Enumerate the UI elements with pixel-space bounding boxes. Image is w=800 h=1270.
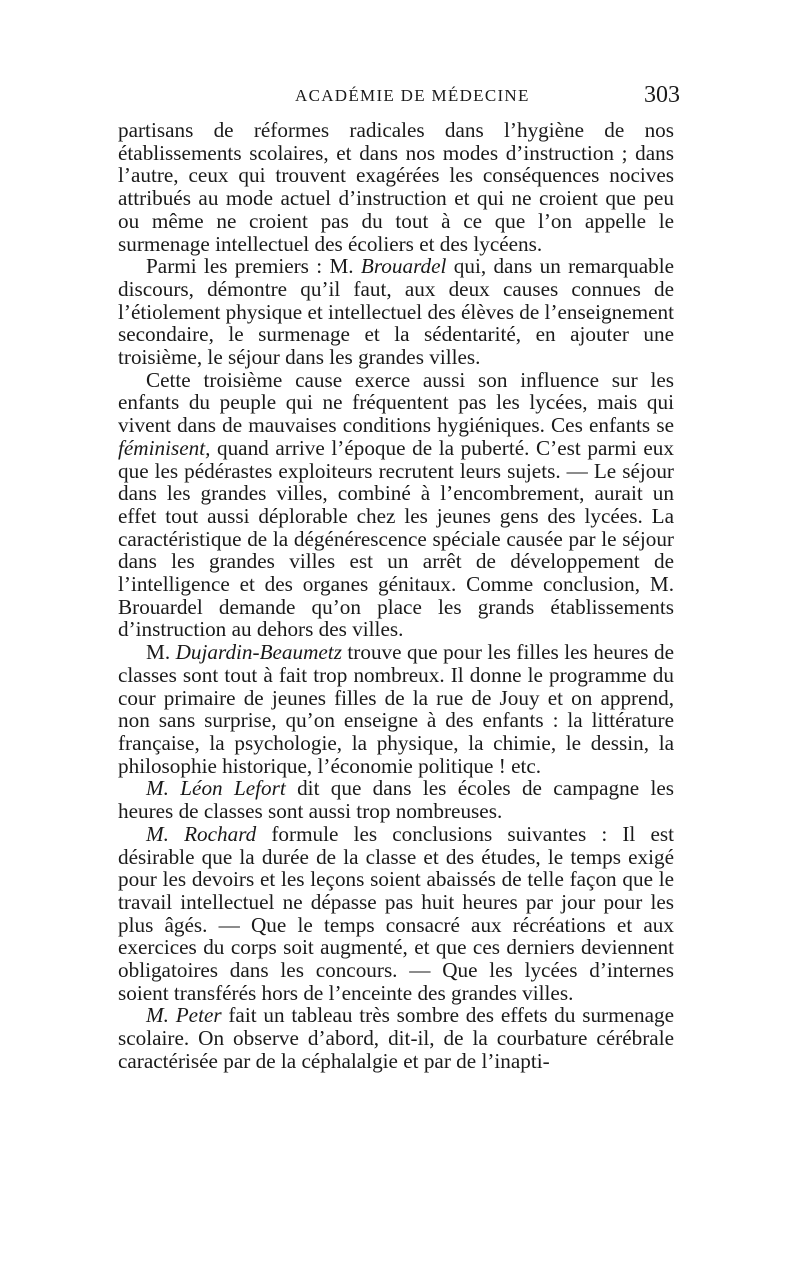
paragraph-third-cause	[118, 369, 674, 641]
paragraph-lefort	[118, 777, 674, 822]
paragraph-text: dit que dans les écoles de campagne les heures de classes sont aussi trop nombreuses.	[118, 776, 674, 824]
paragraph-text: Cette troisième cause exerce aussi son influence sur les enfants du peuple qui ne fréquentent pas les lycées, mais qui vivent dans de mauvaises conditions hygiéniques. Ces enfants se	[118, 367, 674, 438]
person-name: Brouardel	[360, 254, 447, 279]
page-number: 303	[644, 82, 680, 108]
paragraph-continued: partisans de réformes radicales dans l’hygiène de nos établissements scolaires, et dans nos modes d’instruction ; dans l’autre, ceux qui trouvent exagérées les conséquences nocives attribués au mode actuel d’instruction et qui ne croient que peu ou même ne croient pas du tout à ce que l’on appelle le surmenage intellectuel des écoliers et des lycéens.	[118, 118, 674, 256]
paragraph-text: formule les conclusions suivantes : Il est désirable que la durée de la classe et des études, le temps exigé pour les devoirs et les leçons soient abaissés de telle façon que le travail intellectuel ne dépasse pas huit heures par jour pour les plus âgés. — Que le temps consacré aux récréations et aux exercices du corps soit augmenté, et que ces derniers deviennent obligatoires dans les concours. — Que les lycées d’internes soient transférés hors de l’enceinte des grandes villes.	[118, 821, 674, 1005]
page-header	[120, 84, 680, 114]
paragraph-dujardin-beaumetz	[118, 641, 674, 777]
running-head: ACADÉMIE DE MÉDECINE	[295, 86, 530, 105]
paragraph-text: Parmi les premiers : M.	[146, 254, 361, 279]
emphasized-word: féminisent,	[118, 435, 211, 460]
person-name: M. Léon Lefort	[146, 776, 286, 801]
paragraph-text: fait un tableau très sombre des effets du surmenage scolaire. On observe d’abord, dit-il, de la courbature cérébrale caractérisée par de la céphalalgie et par de l’inapti-	[118, 1003, 674, 1073]
person-name: M. Rochard	[146, 821, 257, 846]
person-name: Dujardin-Beaumetz	[175, 640, 342, 665]
paragraph-brouardel	[118, 255, 674, 369]
paragraph-rochard	[118, 823, 674, 1005]
body-text	[118, 119, 674, 1073]
person-name: M. Peter	[146, 1003, 222, 1028]
paragraph-text: M.	[146, 640, 176, 665]
paragraph-peter	[118, 1004, 674, 1072]
paragraph-text: quand arrive l’époque de la puberté. C’est parmi eux que les pédérastes exploiteurs recrutent leurs sujets. — Le séjour dans les grandes villes, combiné à l’encombrement, aurait un effet tout aussi déplorable chez les jeunes gens des lycées. La caractéristique de la dégénérescence spéciale causée par le séjour dans les grandes villes est un arrêt de développement de l’intelligence et des organes génitaux. Comme conclusion, M. Brouardel demande qu’on place les grands établissements d’instruction au dehors des villes.	[118, 435, 674, 642]
paragraph-text: qui, dans un remarquable discours, démontre qu’il faut, aux deux causes connues de l’étiolement physique et intellectuel des élèves de l’enseignement secondaire, le surmenage et la sédentarité, en ajouter une troisième, le séjour dans les grandes villes.	[118, 254, 674, 370]
paragraph-text: trouve que pour les filles les heures de classes sont tout à fait trop nombreux. Il donne le programme du cour primaire de jeunes filles de la rue de Jouy et on apprend, non sans surprise, qu’on enseigne à des enfants : la littérature française, la psychologie, la physique, la chimie, le dessin, la philosophie historique, l’économie politique ! etc.	[118, 640, 674, 778]
